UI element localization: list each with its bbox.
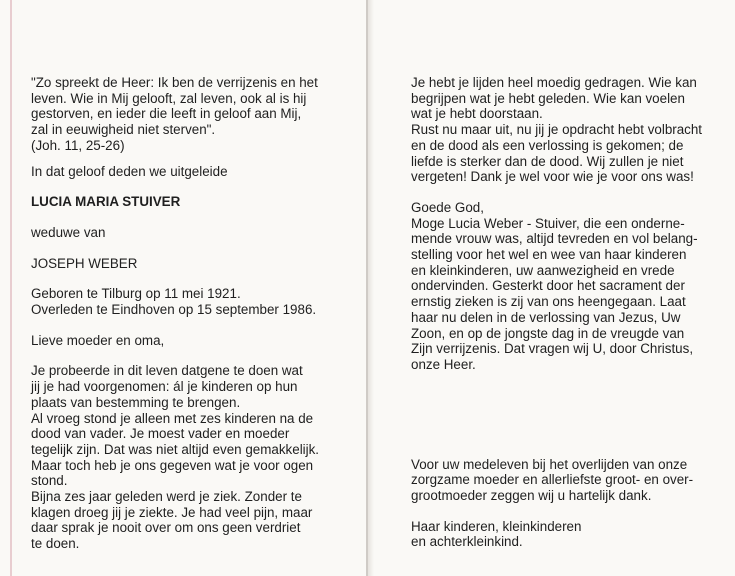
family-signature	[411, 519, 721, 550]
tribute-line: Rust nu maar uit, nu jij je opdracht hebt volbracht	[411, 122, 703, 138]
tribute-line: en de dood als een verlossing is gekomen; de	[411, 137, 684, 153]
letter-line: klagen droeg jij je ziekte. Je had veel pijn, maar	[31, 504, 313, 520]
quote-line: "Zo spreekt de Heer: Ik ben de verrijzenis en het	[31, 75, 318, 90]
intro-text: In dat geloof deden we uitgeleide	[31, 163, 228, 179]
letter-text	[31, 363, 351, 551]
prayer-line: ernstig zieken is zij van ons heengegaan. Laat	[411, 294, 686, 310]
right-page	[411, 75, 721, 550]
prayer-line: stelling voor het wel en wee van haar kinderen	[411, 247, 687, 263]
letter-line: Je probeerde in dit leven datgene te doen wat	[31, 363, 303, 379]
spouse-name: JOSEPH WEBER	[31, 255, 138, 271]
prayer-line: onze Heer.	[411, 356, 476, 372]
thanks-text	[411, 457, 721, 504]
prayer-line: Goede God,	[411, 199, 484, 215]
prayer-line: Moge Lucia Weber - Stuiver, die een onderne-	[411, 215, 685, 231]
prayer-line: mende vrouw was, altijd tevreden en vol belang-	[411, 231, 698, 247]
tribute-line: vergeten! Dank je wel voor wie je voor ons was!	[411, 169, 694, 185]
prayer-line: en kleinkinderen, uw aanwezigheid en vrede	[411, 262, 675, 278]
tribute-line: liefde is sterker dan de dood. Wij zullen je niet	[411, 153, 684, 169]
widow-of-text: weduwe van	[31, 224, 106, 240]
letter-line: dood van vader. Je moest vader en moeder	[31, 426, 290, 442]
death-line: Overleden te Eindhoven op 15 september 1986.	[31, 302, 317, 318]
deceased-name: LUCIA MARIA STUIVER	[31, 194, 181, 210]
letter-line: daar sprak je nooit over om ons geen verdriet	[31, 520, 301, 536]
left-edge-line	[10, 0, 12, 576]
life-dates	[31, 286, 351, 317]
tribute-line: wat je hebt doorstaan.	[411, 106, 543, 122]
signature-line: Haar kinderen, kleinkinderen	[411, 518, 582, 534]
letter-line: plaats van bestemming te brengen.	[31, 394, 241, 410]
thanks-line: Voor uw medeleven bij het overlijden van onze	[411, 456, 688, 472]
letter-line: Maar toch heb je ons gegeven wat je voor ogen	[31, 457, 314, 473]
quote-reference: (Joh. 11, 25-26)	[31, 137, 125, 153]
left-page	[31, 75, 351, 552]
prayer-line: haar nu delen in de verlossing van Jezus, Uw	[411, 309, 681, 325]
letter-line: stond.	[31, 473, 68, 489]
tribute-line: begrijpen wat je hebt geleden. Wie kan voelen	[411, 90, 685, 106]
letter-line: te doen.	[31, 536, 80, 552]
salutation: Lieve moeder en oma,	[31, 332, 165, 348]
tribute-text	[411, 75, 721, 185]
prayer-line: Zijn verrijzenis. Dat vragen wij U, door Christus,	[411, 341, 694, 357]
quote-line: gestorven, en ieder die leeft in geloof aan Mij,	[31, 106, 302, 122]
prayer-text	[411, 200, 721, 373]
signature-line: en achterkleinkind.	[411, 534, 523, 550]
prayer-line: ondervinden. Gesterkt door het sacrament der	[411, 278, 685, 294]
letter-line: Al vroeg stond je alleen met zes kinderen na de	[31, 410, 314, 426]
bible-quote	[31, 75, 351, 154]
tribute-line: Je hebt je lijden heel moedig gedragen. Wie kan	[411, 75, 697, 90]
thanks-line: grootmoeder zeggen wij u hartelijk dank.	[411, 488, 652, 504]
quote-line: zal in eeuwigheid niet sterven".	[31, 122, 216, 138]
letter-line: tegelijk zijn. Dat was niet altijd even gemakkelijk.	[31, 441, 320, 457]
letter-line: Bijna zes jaar geleden werd je ziek. Zonder te	[31, 489, 302, 505]
quote-line: leven. Wie in Mij gelooft, zal leven, ook al is hij	[31, 90, 307, 106]
thanks-line: zorgzame moeder en allerliefste groot- en over-	[411, 472, 694, 488]
letter-line: jij je had voorgenomen: ál je kinderen op hun	[31, 379, 298, 395]
birth-line: Geboren te Tilburg op 11 mei 1921.	[31, 286, 241, 302]
fold-shadow	[368, 0, 374, 576]
prayer-line: Zoon, en op de jongste dag in de vreugde van	[411, 325, 685, 341]
